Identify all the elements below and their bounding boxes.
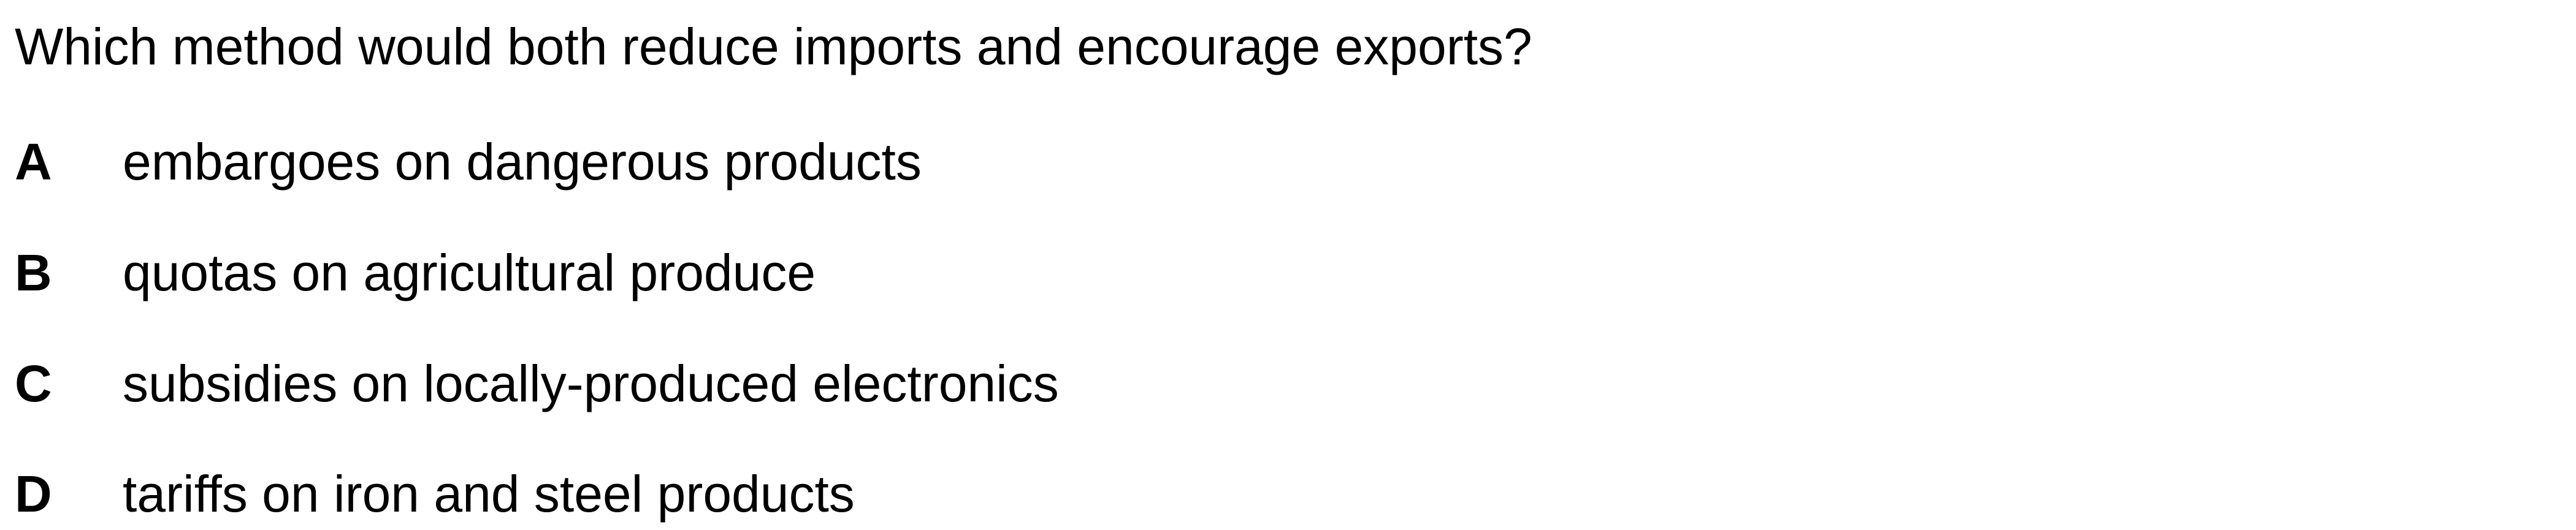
option-text: quotas on agricultural produce xyxy=(123,244,816,301)
question-text: Which method would both reduce imports and encourage exports? xyxy=(15,18,1532,75)
option-letter: A xyxy=(15,133,52,191)
option-letter: D xyxy=(15,465,52,523)
option-letter: B xyxy=(15,244,52,301)
option-text: embargoes on dangerous products xyxy=(123,133,922,191)
option-letter: C xyxy=(15,355,52,412)
option-text: subsidies on locally-produced electronics xyxy=(123,355,1059,412)
option-text: tariffs on iron and steel products xyxy=(123,465,855,523)
